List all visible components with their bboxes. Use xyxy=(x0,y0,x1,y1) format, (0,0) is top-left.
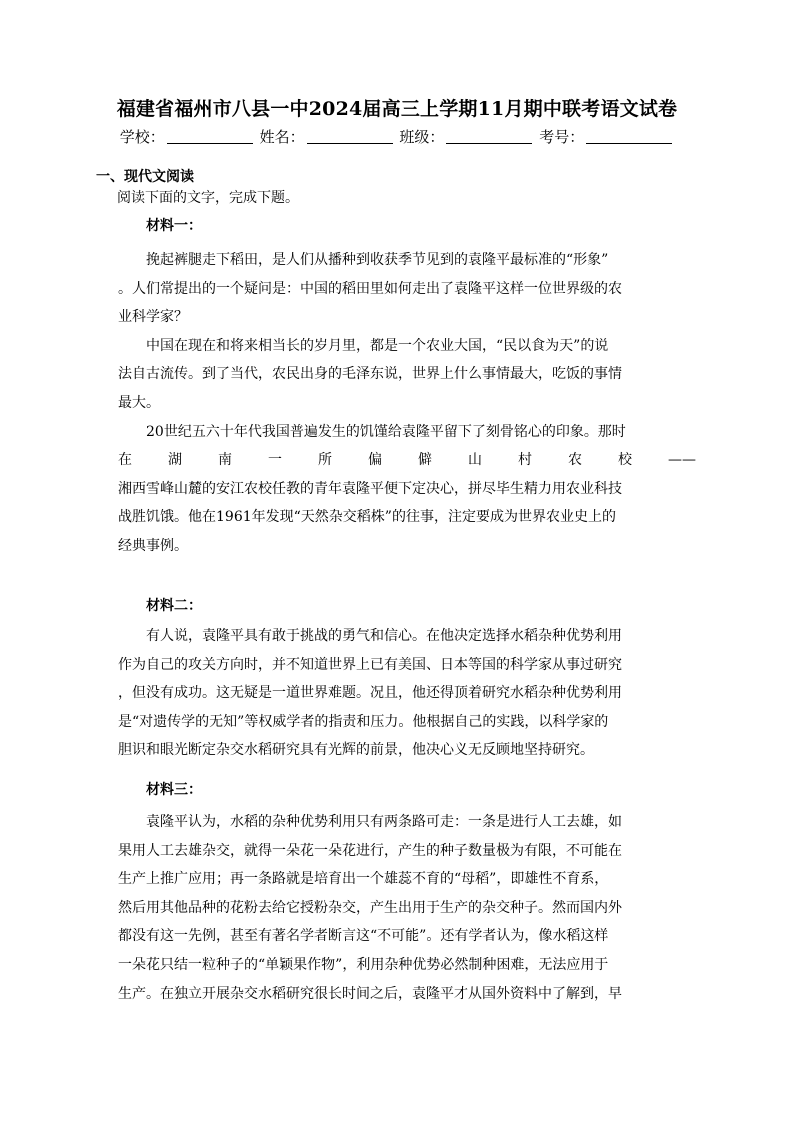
text-line: 湘西雪峰山麓的安江农校任教的青年袁隆平便下定决心，拼尽毕生精力用农业科技 xyxy=(118,480,622,497)
school-blank[interactable] xyxy=(167,129,253,144)
material-3-label: 材料三： xyxy=(146,782,202,798)
spaced-text-line xyxy=(118,446,696,475)
text-line: 一朵花只结一粒种子的“单颖果作物”，利用杂种优势必然制种困难，无法应用于 xyxy=(118,956,609,973)
spaced-char: 所 xyxy=(318,452,332,469)
spaced-char: 山 xyxy=(468,452,482,469)
text-line: 20世纪五六十年代我国普遍发生的饥馑给袁隆平留下了刻骨铭心的印象。那时 xyxy=(118,423,626,440)
spaced-char: 一 xyxy=(268,452,282,469)
spaced-char: 南 xyxy=(218,452,232,469)
name-label: 姓名： xyxy=(259,128,305,146)
text-line: 业科学家？ xyxy=(118,309,188,326)
text-line: 袁隆平认为，水稻的杂种优势利用只有两条路可走：一条是进行人工去雄，如 xyxy=(118,814,622,830)
text-line: 都没有这一先例，甚至有著名学者断言这“不可能”。还有学者认为，像水稻这样 xyxy=(118,928,609,945)
material-2-text xyxy=(118,622,696,765)
student-info-row xyxy=(0,126,794,148)
material-3-text xyxy=(118,808,696,1008)
name-blank[interactable] xyxy=(307,129,393,144)
text-line: 生产上推广应用；再一条路就是培育出一个雄蕊不育的“母稻”，即雄性不育系， xyxy=(118,871,609,888)
text-line: 战胜饥饿。他在1961年发现“天然杂交稻株”的往事，注定要成为世界农业史上的 xyxy=(118,509,616,526)
text-line: 。人们常提出的一个疑问是：中国的稻田里如何走出了袁隆平这样一位世界级的农 xyxy=(118,280,622,297)
material-2-label: 材料二： xyxy=(146,598,202,614)
exam-title: 福建省福州市八县一中2024届高三上学期11月期中联考语文试卷 xyxy=(116,98,678,120)
text-line: 中国在现在和将来相当长的岁月里，都是一个农业大国，“民以食为天”的说 xyxy=(118,337,609,354)
text-line: 生产。在独立开展杂交水稻研究很长时间之后，袁隆平才从国外资料中了解到，早 xyxy=(118,985,622,1002)
exam-number-label: 考号： xyxy=(539,128,585,146)
spaced-char: 偏 xyxy=(368,452,382,469)
class-label: 班级： xyxy=(399,128,445,146)
section-heading: 一、现代文阅读 xyxy=(96,169,194,185)
text-line: 经典事例。 xyxy=(118,537,188,554)
reading-instruction: 阅读下面的文字，完成下题。 xyxy=(117,190,299,206)
text-line: 是“对遗传学的无知”等权威学者的指责和压力。他根据自己的实践，以科学家的 xyxy=(118,713,609,730)
text-line: 挽起裤腿走下稻田，是人们从播种到收获季节见到的袁隆平最标准的“形象” xyxy=(118,252,609,268)
spaced-char: 在 xyxy=(118,452,132,469)
text-line: 最大。 xyxy=(118,394,160,411)
exam-number-blank[interactable] xyxy=(586,129,672,144)
text-line: ，但没有成功。这无疑是一道世界难题。况且，他还得顶着研究水稻杂种优势利用 xyxy=(118,685,622,702)
text-line: 胆识和眼光断定杂交水稻研究具有光辉的前景，他决心义无反顾地坚持研究。 xyxy=(118,742,594,759)
class-blank[interactable] xyxy=(446,129,532,144)
school-label: 学校： xyxy=(119,128,165,146)
spaced-char: —— xyxy=(668,452,696,469)
material-1-label: 材料一： xyxy=(146,218,202,234)
text-line: 果用人工去雄杂交，就得一朵花一朵花进行，产生的种子数量极为有限，不可能在 xyxy=(118,842,622,859)
material-1-text xyxy=(118,246,696,561)
text-line: 作为自己的攻关方向时，并不知道世界上已有美国、日本等国的科学家从事过研究 xyxy=(118,656,622,673)
spaced-char: 农 xyxy=(568,452,582,469)
text-line: 然后用其他品种的花粉去给它授粉杂交，产生出用于生产的杂交种子。然而国内外 xyxy=(118,899,622,916)
text-line: 有人说，袁隆平具有敢于挑战的勇气和信心。在他决定选择水稻杂种优势利用 xyxy=(118,628,622,644)
spaced-char: 村 xyxy=(518,452,532,469)
text-line: 法自古流传。到了当代，农民出身的毛泽东说，世界上什么事情最大，吃饭的事情 xyxy=(118,366,622,383)
spaced-char: 校 xyxy=(618,452,632,469)
spaced-char: 僻 xyxy=(418,452,432,469)
spaced-char: 湖 xyxy=(168,452,182,469)
